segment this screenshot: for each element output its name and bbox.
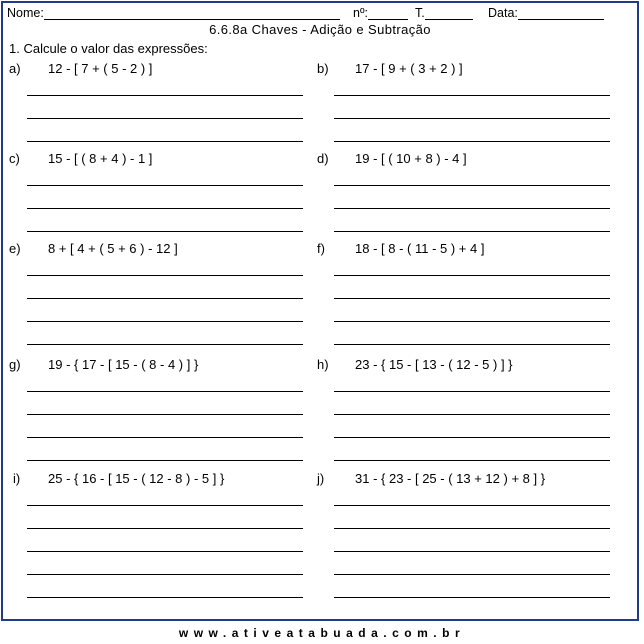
answer-line[interactable] xyxy=(27,551,303,552)
exercise-letter: j) xyxy=(317,471,325,486)
answer-line[interactable] xyxy=(27,118,303,119)
number-field xyxy=(353,6,408,20)
answer-line[interactable] xyxy=(27,505,303,506)
answer-line[interactable] xyxy=(27,208,303,209)
answer-line[interactable] xyxy=(334,118,610,119)
exercise-expression: 12 - [ 7 + ( 5 - 2 ) ] xyxy=(48,61,153,76)
answer-line[interactable] xyxy=(334,460,610,461)
answer-line[interactable] xyxy=(27,321,303,322)
date-field xyxy=(488,6,604,20)
answer-line[interactable] xyxy=(27,298,303,299)
instruction-text: 1. Calcule o valor das expressões: xyxy=(9,41,208,56)
answer-line[interactable] xyxy=(334,505,610,506)
answer-line[interactable] xyxy=(334,141,610,142)
exercise-letter: d) xyxy=(317,151,329,166)
worksheet xyxy=(1,1,639,621)
answer-line[interactable] xyxy=(334,437,610,438)
answer-line[interactable] xyxy=(334,321,610,322)
exercise-letter: i) xyxy=(13,471,21,486)
exercise-letter: a) xyxy=(9,61,21,76)
answer-line[interactable] xyxy=(334,344,610,345)
exercise-expression: 19 - { 17 - [ 15 - ( 8 - 4 ) ] } xyxy=(48,357,199,372)
answer-line[interactable] xyxy=(27,597,303,598)
exercise-expression: 19 - [ ( 10 + 8 ) - 4 ] xyxy=(355,151,467,166)
exercise-expression: 17 - [ 9 + ( 3 + 2 ) ] xyxy=(355,61,463,76)
exercise-letter: f) xyxy=(317,241,325,256)
answer-line[interactable] xyxy=(334,597,610,598)
exercise-expression: 23 - { 15 - [ 13 - ( 12 - 5 ) ] } xyxy=(355,357,513,372)
class-blank[interactable] xyxy=(425,8,473,20)
answer-line[interactable] xyxy=(27,95,303,96)
exercise-expression: 18 - [ 8 - ( 11 - 5 ) + 4 ] xyxy=(355,241,485,256)
answer-line[interactable] xyxy=(334,298,610,299)
answer-line[interactable] xyxy=(334,574,610,575)
answer-line[interactable] xyxy=(27,391,303,392)
exercise-expression: 8 + [ 4 + ( 5 + 6 ) - 12 ] xyxy=(48,241,178,256)
answer-line[interactable] xyxy=(27,460,303,461)
exercise-letter: c) xyxy=(9,151,20,166)
footer-website: www.ativeatabuada.com.br xyxy=(178,626,466,640)
exercise-letter: h) xyxy=(317,357,329,372)
exercise-expression: 25 - { 16 - [ 15 - ( 12 - 8 ) - 5 ] } xyxy=(48,471,225,486)
date-blank[interactable] xyxy=(518,8,604,20)
name-blank[interactable] xyxy=(44,8,340,20)
exercise-letter: e) xyxy=(9,241,21,256)
answer-line[interactable] xyxy=(27,141,303,142)
exercise-letter: b) xyxy=(317,61,329,76)
exercise-expression: 15 - [ ( 8 + 4 ) - 1 ] xyxy=(48,151,153,166)
exercise-expression: 31 - { 23 - [ 25 - ( 13 + 12 ) + 8 ] } xyxy=(355,471,546,486)
answer-line[interactable] xyxy=(334,208,610,209)
exercise-letter: g) xyxy=(9,357,21,372)
answer-line[interactable] xyxy=(27,574,303,575)
number-label: nº: xyxy=(353,6,368,20)
answer-line[interactable] xyxy=(27,437,303,438)
answer-line[interactable] xyxy=(334,414,610,415)
answer-line[interactable] xyxy=(334,95,610,96)
date-label: Data: xyxy=(488,6,518,20)
answer-line[interactable] xyxy=(334,275,610,276)
answer-line[interactable] xyxy=(334,528,610,529)
answer-line[interactable] xyxy=(334,231,610,232)
worksheet-title: 6.6.8a Chaves - Adição e Subtração xyxy=(209,22,431,37)
class-label: T. xyxy=(415,6,425,20)
answer-line[interactable] xyxy=(27,231,303,232)
name-field xyxy=(7,6,340,20)
number-blank[interactable] xyxy=(368,8,408,20)
answer-line[interactable] xyxy=(334,185,610,186)
answer-line[interactable] xyxy=(334,391,610,392)
answer-line[interactable] xyxy=(334,551,610,552)
name-label: Nome: xyxy=(7,6,44,20)
answer-line[interactable] xyxy=(27,185,303,186)
answer-line[interactable] xyxy=(27,528,303,529)
answer-line[interactable] xyxy=(27,344,303,345)
class-field xyxy=(415,6,473,20)
answer-line[interactable] xyxy=(27,275,303,276)
answer-line[interactable] xyxy=(27,414,303,415)
